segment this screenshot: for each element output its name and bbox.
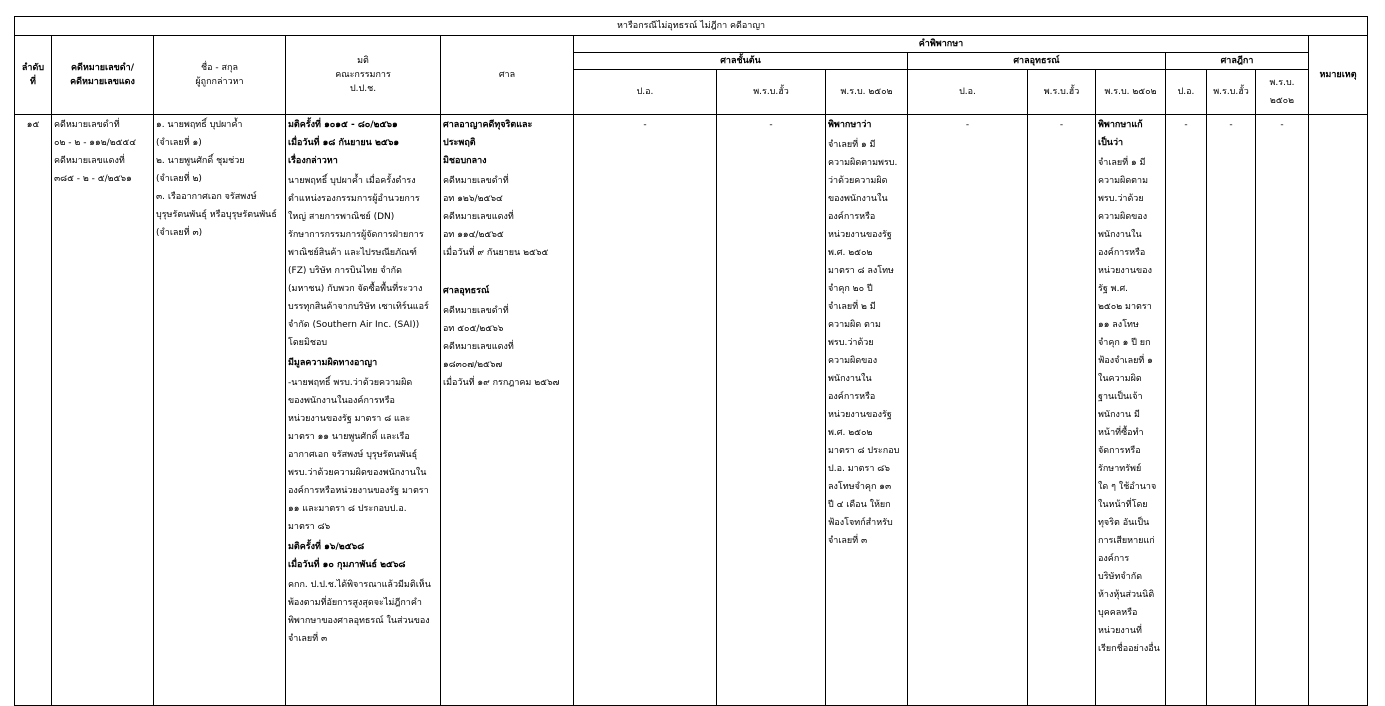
appeal-court-pa: - (965, 120, 970, 130)
header-appeal-pa: ป.อ. (908, 70, 1028, 115)
header-first-2502: พ.ร.บ. ๒๕๐๒ (826, 70, 908, 115)
court-2-heading: ศาลอุทธรณ์ (443, 286, 490, 296)
header-supreme-hua: พ.ร.บ.ฮั้ว (1207, 70, 1256, 115)
cases-table (14, 16, 1368, 706)
court-1-text: คดีหมายเลขดำที่ อท ๑๒๖/๒๕๖๔ คดีหมายเลขแดงที่ อท ๑๑๔/๒๕๖๕ เมื่อวันที่ ๙ กันยายน ๒๕๖๕ (443, 176, 549, 258)
supreme-court-2502: - (1280, 120, 1284, 130)
appeal-court-2502-heading: พิพากษาแก้ เป็นว่า (1098, 120, 1143, 148)
header-appeal-court: ศาลอุทธรณ์ (908, 53, 1166, 70)
header-supreme-pa: ป.อ. (1166, 70, 1207, 115)
resolution-3-heading: มติครั้งที่ ๑๖/๒๕๖๘ เมื่อวันที่ ๑๐ กุมภาพันธ์ ๒๕๖๘ (288, 542, 406, 570)
row-name: ๑. นายพฤทธิ์ บุปผาค้ำ (จำเลยที่ ๑) ๒. นายพูนศักดิ์ ชุมช่วย (จำเลยที่ ๒) ๓. เรืออากาศเอก จรัสพงษ์ บุรุษรัตนพันธุ์ หรือบุรุษรัตนพันธ์ (จำเลยที่ ๓) (156, 120, 277, 238)
supreme-court-hua: - (1229, 120, 1233, 130)
resolution-2-heading: มีมูลความผิดทางอาญา (288, 358, 378, 368)
header-court: ศาล (441, 36, 574, 115)
resolution-2-text: -นายพฤทธิ์ พรบ.ว่าด้วยความผิด ของพนักงานในองค์การหรือ หน่วยงานของรัฐ มาตรา ๘ และ มาตรา ๑๑ นายพูนศักดิ์ และเรือ อากาศเอก จรัสพงษ์ บุรุษรัตนพันธุ์ พรบ.ว่าด้วยความผิดของพนักงานใน องค์การหรือหน่วยงานของรัฐ มาตรา ๑๑ และมาตรา ๘ ประกอบป.อ. มาตรา ๘๖ (288, 378, 429, 532)
resolution-1-text: นายพฤทธิ์ บุปผาค้ำ เมื่อครั้งดำรง ตำแหน่งรองกรรมการผู้อำนวยการ ใหญ่ สายการพาณิชย์ (DN) รักษาการกรรมการผู้จัดการฝ่ายการ พาณิชย์สินค้า และไปรษณียภัณฑ์ (FZ) บริษัท การบินไทย จำกัด (มหาชน) กับพวก จัดซื้อพื้นที่ระวาง บรรทุกสินค้าจากบริษัท เซาเทิร์นแอร์ จำกัด (Southern Air Inc. (SAI)) โดยมิชอบ (288, 176, 429, 348)
table-row (15, 115, 1368, 706)
court-2-text: คดีหมายเลขดำที่ อท ๕๐๕/๒๕๖๖ คดีหมายเลขแดงที่ ๑๘๓๐๗/๒๕๖๗ เมื่อวันที่ ๑๙ กรกฎาคม ๒๕๖๗ (443, 306, 560, 388)
header-first-hua: พ.ร.บ.ฮั้ว (717, 70, 826, 115)
resolution-3-text: คกก. ป.ป.ช.ได้พิจารณาแล้วมีมติเห็น พ้องตามที่อัยการสูงสุดจะไม่ฎีกาคำ พิพากษาของศาลอุทธรณ์ ในส่วนของ จำเลยที่ ๓ (288, 580, 431, 644)
header-resolution: มติ คณะกรรมการ ป.ป.ช. (286, 36, 441, 115)
row-seq: ๑๕ (26, 120, 40, 130)
header-case-no: คดีหมายเลขดำ/ คดีหมายเลขแดง (52, 36, 154, 115)
first-court-pa: - (643, 120, 647, 130)
appeal-court-hua: - (1059, 120, 1064, 130)
header-judgment: คำพิพากษา (574, 36, 1309, 53)
header-name: ชื่อ - สกุล ผู้ถูกกล่าวหา (154, 36, 286, 115)
header-appeal-hua: พ.ร.บ.ฮั้ว (1028, 70, 1096, 115)
first-court-2502-text: จำเลยที่ ๑ มี ความผิดตามพรบ. ว่าด้วยความผิด ของพนักงานใน องค์การหรือ หน่วยงานของรัฐ พ.ศ. ๒๕๐๒ มาตรา ๘ ลงโทษ จำคุก ๒๐ ปี จำเลยที่ ๒ มี ความผิด ตาม พรบ.ว่าด้วย ความผิดของ พนักงานใน องค์การหรือ หน่วยงานของรัฐ พ.ศ. ๒๕๐๒ มาตรา ๘ ประกอบ ป.อ. มาตรา ๘๖ ลงโทษจำคุก ๑๓ ปี ๔ เดือน ให้ยก ฟ้องโจทก์สำหรับ จำเลยที่ ๓ (828, 140, 900, 546)
row-remarks (1309, 115, 1367, 117)
header-first-court: ศาลชั้นต้น (574, 53, 908, 70)
header-appeal-2502: พ.ร.บ. ๒๕๐๒ (1096, 70, 1166, 115)
supreme-court-pa: - (1184, 120, 1188, 130)
header-supreme-court: ศาลฎีกา (1166, 53, 1309, 70)
first-court-2502-heading: พิพากษาว่า (828, 120, 872, 130)
court-1-heading: ศาลอาญาคดีทุจริตและ ประพฤติ มิชอบกลาง (443, 120, 533, 166)
resolution-1-heading: มติครั้งที่ ๑๐๑๕ - ๘๐/๒๕๖๑ เมื่อวันที่ ๑๘ กันยายน ๒๕๖๑ เรื่องกล่าวหา (288, 120, 400, 166)
row-case-no: คดีหมายเลขดำที่ ๐๒ - ๒ - ๑๑๒/๒๕๕๔ คดีหมายเลขแดงที่ ๓๘๕ - ๒ - ๕/๒๕๖๑ (54, 120, 137, 184)
first-court-hua: - (769, 120, 773, 130)
table-title: หารือกรณีไม่อุทธรณ์ ไม่ฎีกา คดีอาญา (15, 17, 1368, 36)
header-supreme-2502: พ.ร.บ. ๒๕๐๒ (1256, 70, 1309, 115)
header-remarks: หมายเหตุ (1309, 36, 1368, 115)
header-first-pa: ป.อ. (574, 70, 717, 115)
appeal-court-2502-text: จำเลยที่ ๑ มี ความผิดตาม พรบ.ว่าด้วย ความผิดของ พนักงานใน องค์การหรือ หน่วยงานของ รัฐ พ.ศ. ๒๕๐๒ มาตรา ๑๑ ลงโทษ จำคุก ๑ ปี ยก ฟ้องจำเลยที่ ๑ ในความผิด ฐานเป็นเจ้า พนักงาน มี หน้าที่ซื้อทำ จัดการหรือ รักษาทรัพย์ ใด ๆ ใช้อำนาจ ในหน้าที่โดย ทุจริต อันเป็น การเสียหายแก่ องค์การ บริษัทจำกัด ห้างหุ้นส่วนนิติ บุคคลหรือ หน่วยงานที่ เรียกชื่ออย่างอื่น (1098, 158, 1160, 654)
header-seq: ลำดับ ที่ (15, 36, 52, 115)
